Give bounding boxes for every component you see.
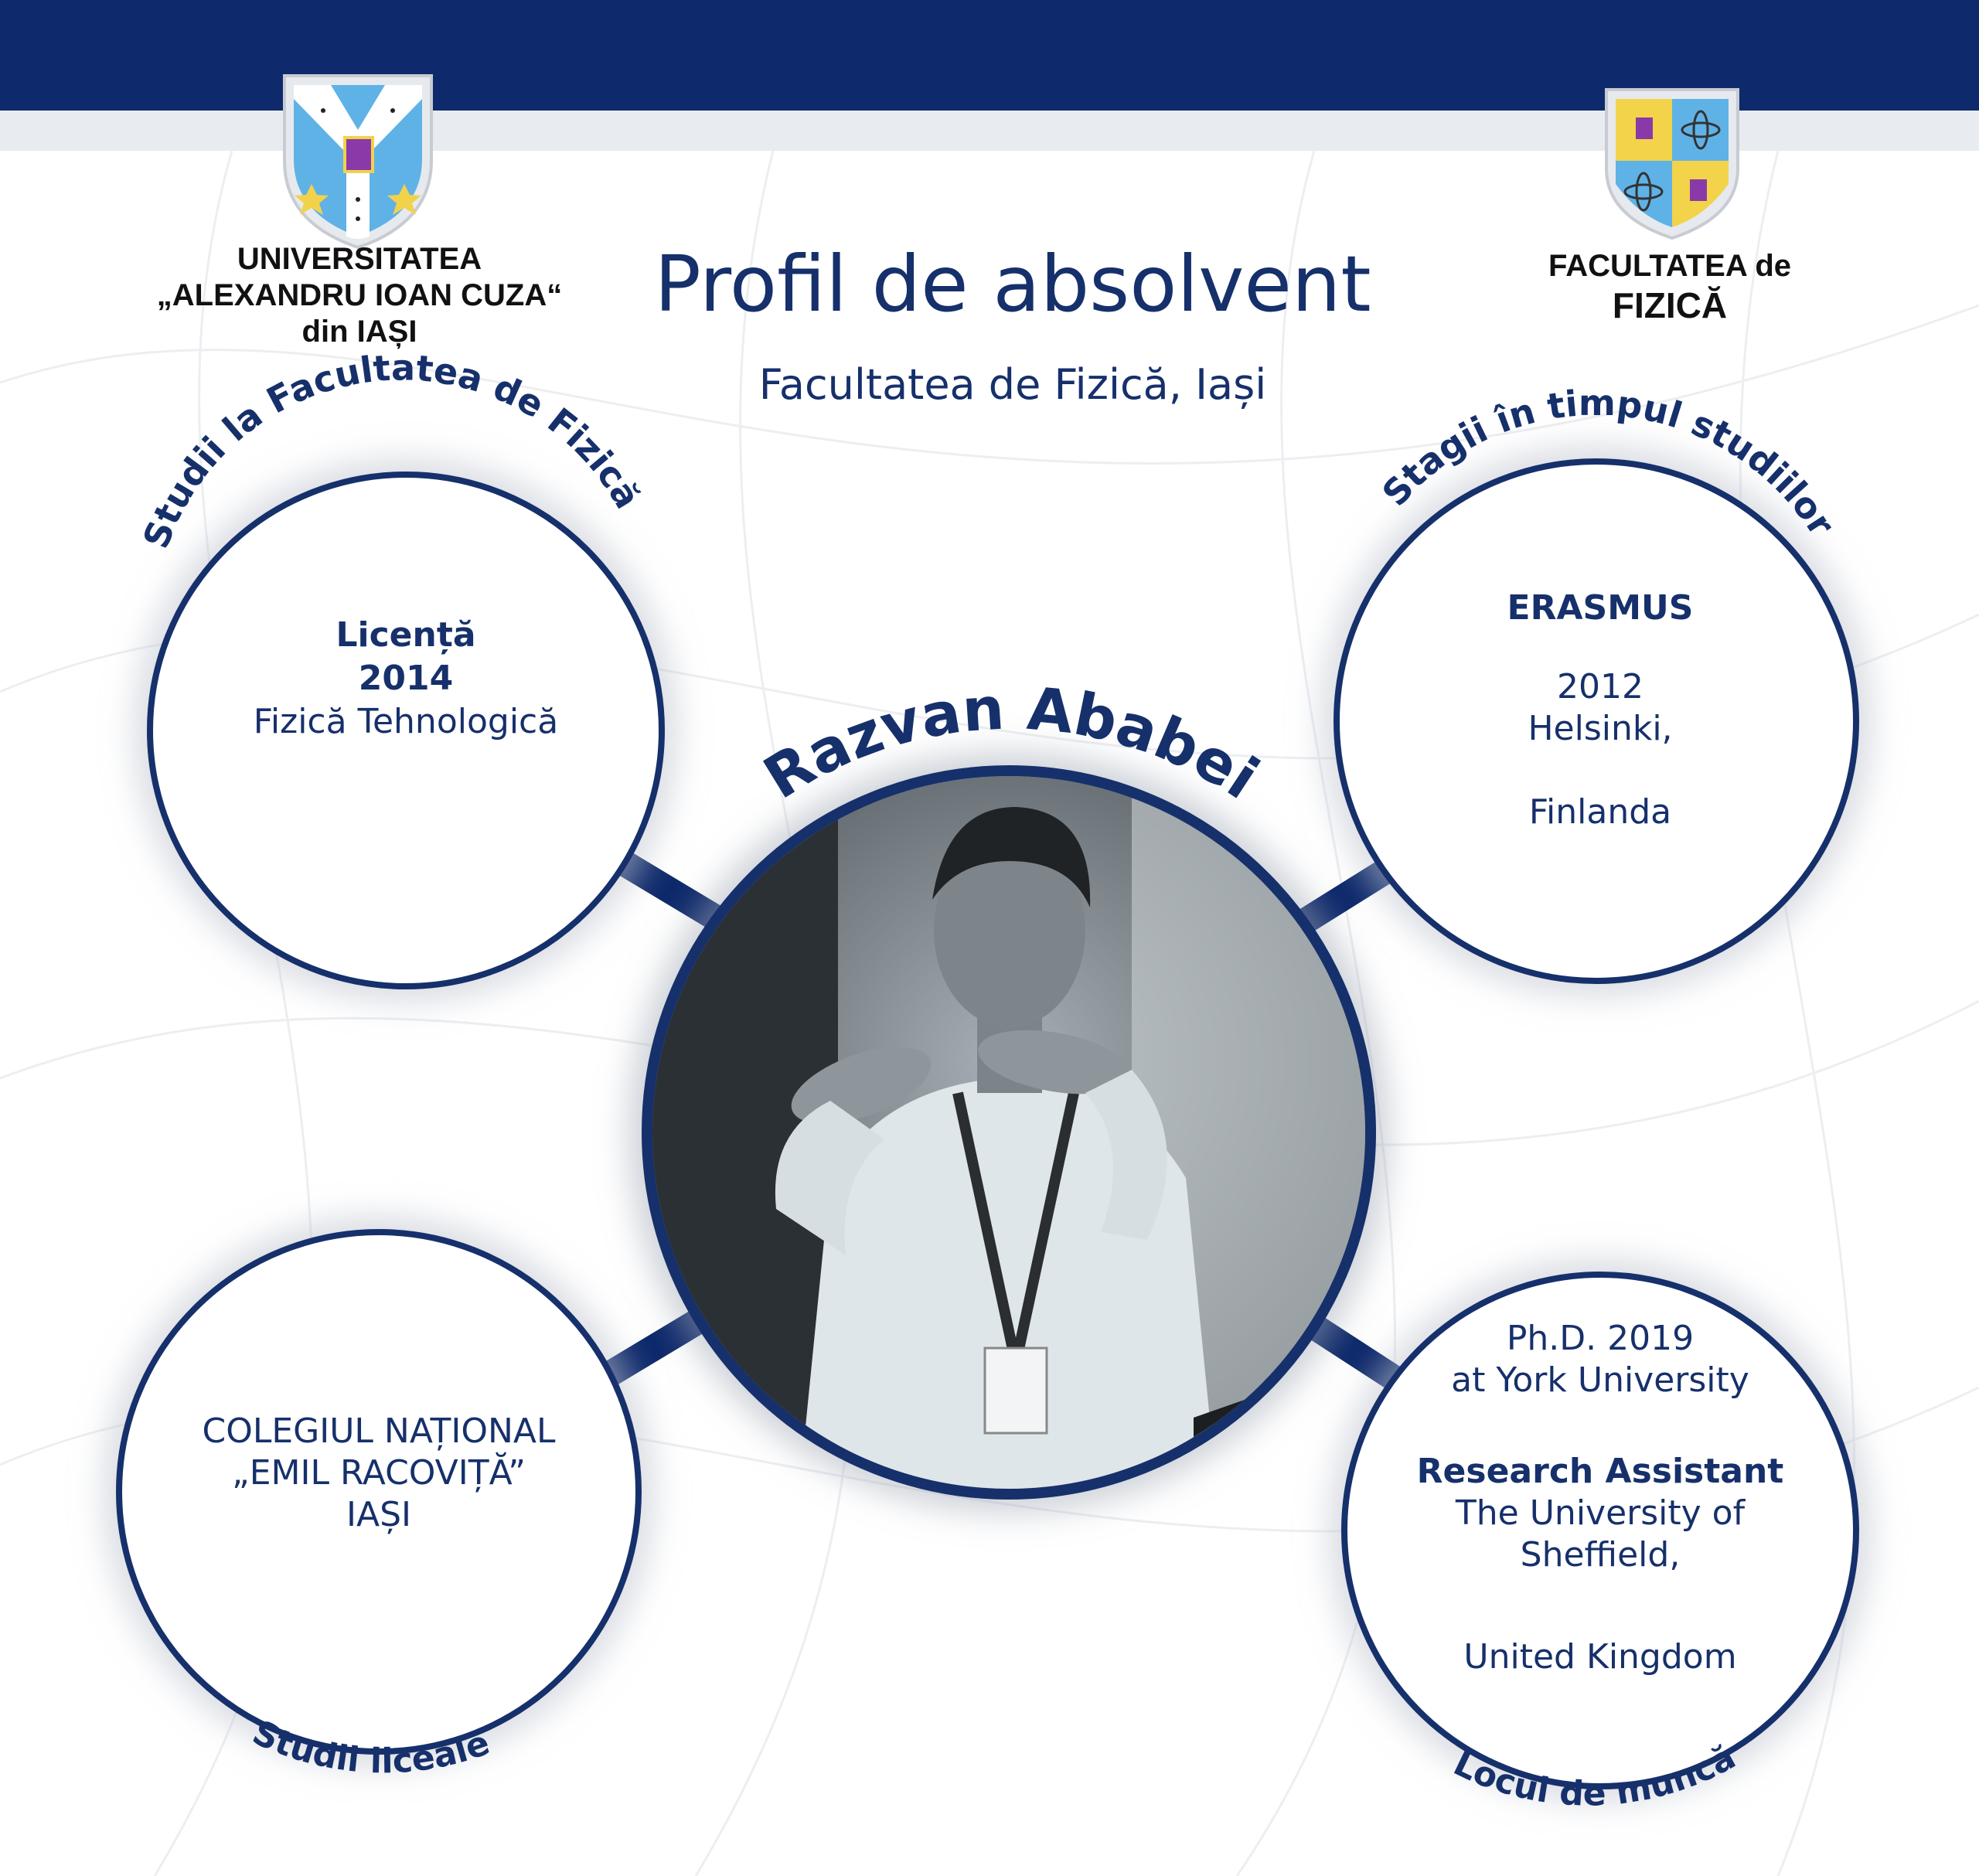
arc-label-internships: Stagii în timpul studiilor [1374,381,1843,543]
highschool-line3: IAȘI [346,1495,411,1534]
internships-country: Finlanda [1528,792,1672,832]
workplace-role: Research Assistant [1416,1452,1784,1491]
workplace-content [1376,1318,1824,1678]
faculty-name-line2: FIZICĂ [1612,285,1728,325]
highschool-content [147,1411,611,1536]
graduate-photo-illustration [652,776,1365,1489]
page-title: Profil de absolvent [654,239,1371,329]
faculty-coat-of-arms-icon [1600,83,1744,243]
internships-program: ERASMUS [1507,588,1694,628]
university-name-line1: UNIVERSITATEA [237,242,482,276]
faculty-name [1492,247,1848,326]
studies-degree: Licență [336,615,476,655]
internships-year: 2012 [1557,667,1643,706]
workplace-employer-line2: Sheffield, [1520,1535,1681,1575]
studies-program: Fizică Tehnologică [253,702,559,741]
university-name [124,241,595,350]
faculty-name-line1: FACULTATEA de [1548,249,1792,283]
workplace-employer-line1: The University of [1455,1493,1746,1533]
highschool-line1: COLEGIUL NAȚIONAL [202,1411,556,1451]
studies-content [193,615,618,743]
arc-label-workplace: Locul de muncă [1447,1737,1742,1814]
arc-label-highschool: Studii liceale [247,1712,495,1782]
university-name-line2: „ALEXANDRU IOAN CUZA“ [156,278,563,312]
graduate-photo [642,765,1376,1500]
highschool-line2: „EMIL RACOVIȚĂ” [231,1453,526,1493]
internships-content [1388,587,1813,833]
graduate-name: Razvan Ababei [751,673,1271,813]
arc-label-studies: Studii la Facultatea de Fizică [135,346,649,554]
university-name-line3: din IAȘI [301,315,417,349]
studies-year: 2014 [358,659,454,698]
internships-city: Helsinki, [1528,709,1673,748]
workplace-country: United Kingdom [1463,1637,1737,1677]
page-subtitle: Facultatea de Fizică, Iași [758,360,1267,409]
workplace-phd: Ph.D. 2019 [1506,1319,1695,1358]
university-coat-of-arms-icon [277,68,439,254]
workplace-phd-place: at York University [1451,1360,1749,1400]
